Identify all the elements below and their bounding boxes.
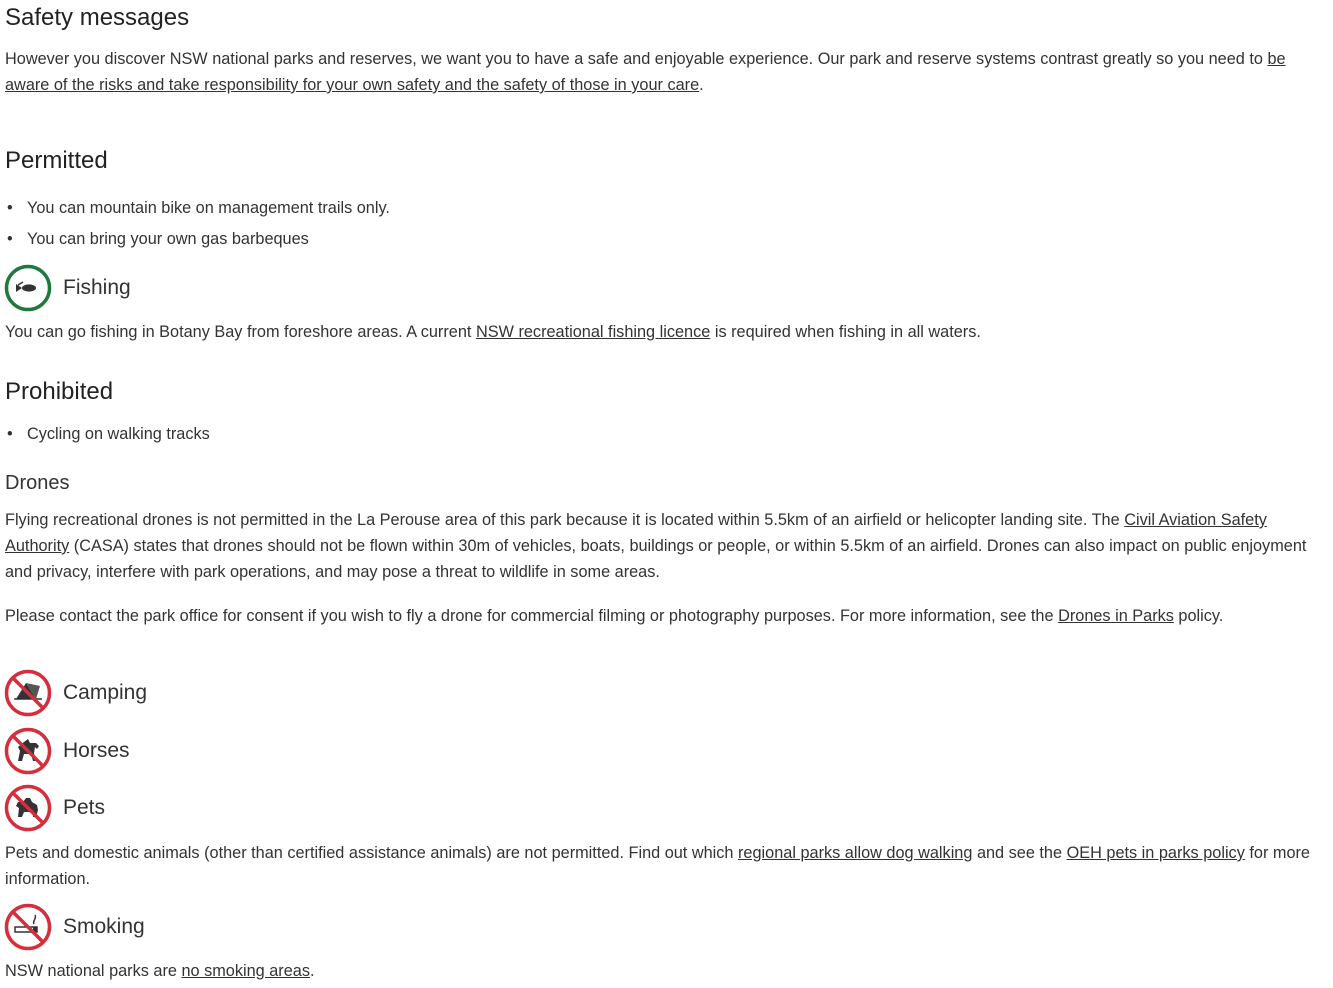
pets-row [4, 783, 105, 833]
drones-p1-text-1: Flying recreational drones is not permitted in the La Perouse area of this park because it is located within 5.5km of an airfield or helicopter landing site. The [5, 511, 1125, 529]
no-smoking-icon [4, 903, 52, 951]
safety-text [5, 46, 1327, 98]
fishing-text-1: You can go fishing in Botany Bay from foreshore areas. A current [5, 323, 476, 341]
no-pets-icon [4, 784, 52, 832]
drones-p1-text-2: (CASA) states that drones should not be flown within 30m of vehicles, boats, buildings or people, or within 5.5km of an airfield. Drones can also impact on public enjoyment and privacy, interfere with park operations, and may pose a threat to wildlife in some areas. [5, 537, 1307, 581]
camping-label: Camping [63, 681, 148, 704]
horses-row [4, 726, 130, 776]
no-horses-icon [4, 727, 52, 775]
pets-label: Pets [63, 796, 106, 819]
dog-walking-link[interactable]: regional parks allow dog walking [738, 844, 973, 862]
smoking-label: Smoking [63, 915, 145, 938]
pets-text-3: for more information. [5, 844, 1310, 888]
fishing-row [4, 263, 131, 313]
risks-link[interactable]: be aware of the risks and take responsibility for your own safety and the safety of those in your care [5, 50, 1286, 94]
permitted-list [5, 198, 390, 249]
camping-row [4, 668, 147, 718]
drones-text-1 [5, 507, 1327, 585]
horses-label: Horses [63, 739, 130, 762]
pets-text-2: and see the [972, 844, 1067, 862]
pets-policy-link[interactable]: OEH pets in parks policy [1066, 844, 1245, 862]
no-camping-icon [4, 669, 52, 717]
list-item: • You can mountain bike on management trails only. [5, 198, 390, 218]
permitted-heading: Permitted [5, 147, 108, 174]
fishing-licence-link[interactable]: NSW recreational fishing licence [475, 323, 711, 341]
pets-text [5, 840, 1327, 892]
drones-policy-link[interactable]: Drones in Parks [1058, 607, 1174, 625]
fishing-label: Fishing [63, 276, 131, 299]
safety-text-1: However you discover NSW national parks and reserves, we want you to have a safe and enjoyable experience. Our park and reserve systems contrast greatly so you need to [5, 50, 1268, 68]
smoking-row [4, 902, 145, 952]
list-item: • Cycling on walking tracks [5, 424, 210, 444]
smoking-text-1: NSW national parks are [5, 962, 182, 980]
drones-heading: Drones [5, 472, 70, 494]
drones-text-2 [5, 603, 1327, 629]
fishing-text-2: is required when fishing in all waters. [710, 323, 981, 341]
prohibited-heading: Prohibited [5, 378, 114, 405]
safety-text-2: . [699, 76, 704, 94]
drones-p2-text-2: policy. [1173, 607, 1224, 625]
fishing-icon [4, 264, 52, 312]
safety-heading: Safety messages [5, 4, 190, 31]
drones-p2-text-1: Please contact the park office for consent if you wish to fly a drone for commercial filming or photography purposes. For more information, see the [5, 607, 1059, 625]
smoking-text [5, 958, 1327, 984]
casa-link[interactable]: Civil Aviation Safety Authority [5, 511, 1267, 555]
no-smoking-link[interactable]: no smoking areas [181, 962, 310, 980]
prohibited-list [5, 424, 210, 444]
pets-text-1: Pets and domestic animals (other than certified assistance animals) are not permitted. Find out which [5, 844, 739, 862]
list-item: • You can bring your own gas barbeques [5, 229, 390, 249]
smoking-text-2: . [309, 962, 315, 980]
fishing-text [5, 319, 1327, 345]
